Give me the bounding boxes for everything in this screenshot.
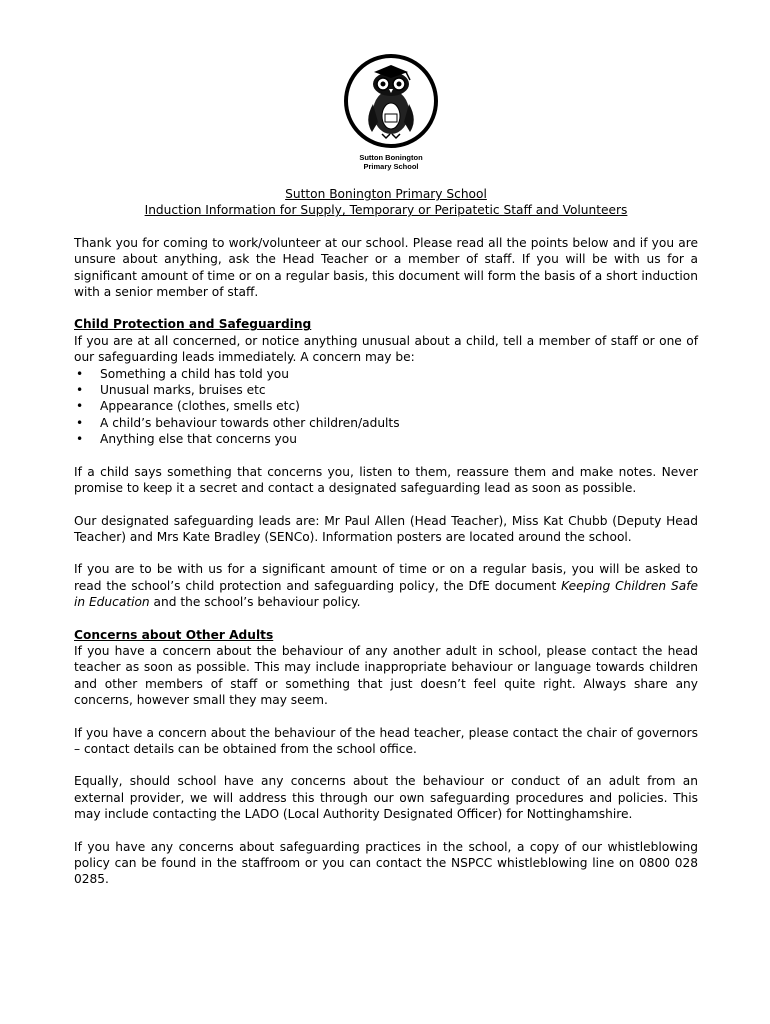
policies-text-before: If you are to be with us for a significant amount of time or on a regular basis, you will be asked to read the school’s child protection and safeguarding policy, the DfE document xyxy=(74,562,698,593)
list-item: • Appearance (clothes, smells etc) xyxy=(74,398,698,414)
other-adults-paragraph-2: If you have a concern about the behaviour of the head teacher, please contact the chair of governors – contact details can be obtained from the school office. xyxy=(74,725,698,756)
child-protection-lead: If you are at all concerned, or notice anything unusual about a child, tell a member of staff or one of our safeguarding leads immediately. A concern may be: xyxy=(74,333,698,365)
kcsie-title: Keeping Children Safe in Education xyxy=(74,578,698,610)
list-item: • A child’s behaviour towards other children/adults xyxy=(74,415,698,431)
list-item: • Something a child has told you xyxy=(74,366,698,382)
owl-logo-icon xyxy=(342,52,440,150)
document-body xyxy=(74,186,698,888)
other-adults-heading: Concerns about Other Adults xyxy=(74,627,274,642)
safeguarding-leads-paragraph: Our designated safeguarding leads are: Mr Paul Allen (Head Teacher), Miss Kat Chubb (Deputy Head Teacher) and Mrs Kate Bradley (SENCo). Information posters are located around the school. xyxy=(74,513,698,544)
child-protection-heading: Child Protection and Safeguarding xyxy=(74,317,312,332)
intro-paragraph: Thank you for coming to work/volunteer at our school. Please read all the points below and if you are unsure about anything, ask the Head Teacher or a member of staff. If you will be with us for a significant amount of time or on a regular basis, this document will form the basis of a short induction with a senior member of staff. xyxy=(74,235,698,300)
other-adults-paragraph-3: Equally, should school have any concerns about the behaviour or conduct of an adult from an external provider, we will address this through our own safeguarding procedures and policies. This may include contacting the LADO (Local Authority Designated Officer) for Nottinghamshire. xyxy=(74,774,698,822)
child-says-paragraph: If a child says something that concerns you, listen to them, reassure them and make notes. Never promise to keep it a secret and contact a designated safeguarding lead as soon as possible. xyxy=(74,464,698,496)
policies-paragraph xyxy=(74,561,698,610)
logo-line-2: Primary School xyxy=(363,162,419,171)
document-subtitle: Induction Information for Supply, Temporary or Peripatetic Staff and Volunteers xyxy=(144,203,628,218)
logo-line-1: Sutton Bonington xyxy=(359,153,423,162)
school-logo xyxy=(338,52,444,171)
concern-list xyxy=(74,366,698,448)
list-item: • Unusual marks, bruises etc xyxy=(74,382,698,398)
list-item: • Anything else that concerns you xyxy=(74,431,698,447)
document-title: Sutton Bonington Primary School xyxy=(285,187,487,201)
other-adults-paragraph-1: If you have a concern about the behaviour of any another adult in school, please contact the head teacher as soon as possible. This may include inappropriate behaviour or language towards children and other members of staff or something that just doesn’t feel quite right. Always share any concerns, however small they may seem. xyxy=(74,643,698,708)
policies-text-after: and the school’s behaviour policy. xyxy=(149,595,361,610)
whistleblowing-paragraph: If you have any concerns about safeguarding practices in the school, a copy of our whistleblowing policy can be found in the staffroom or you can contact the NSPCC whistleblowing line on 0800 028 0285. xyxy=(74,839,698,887)
